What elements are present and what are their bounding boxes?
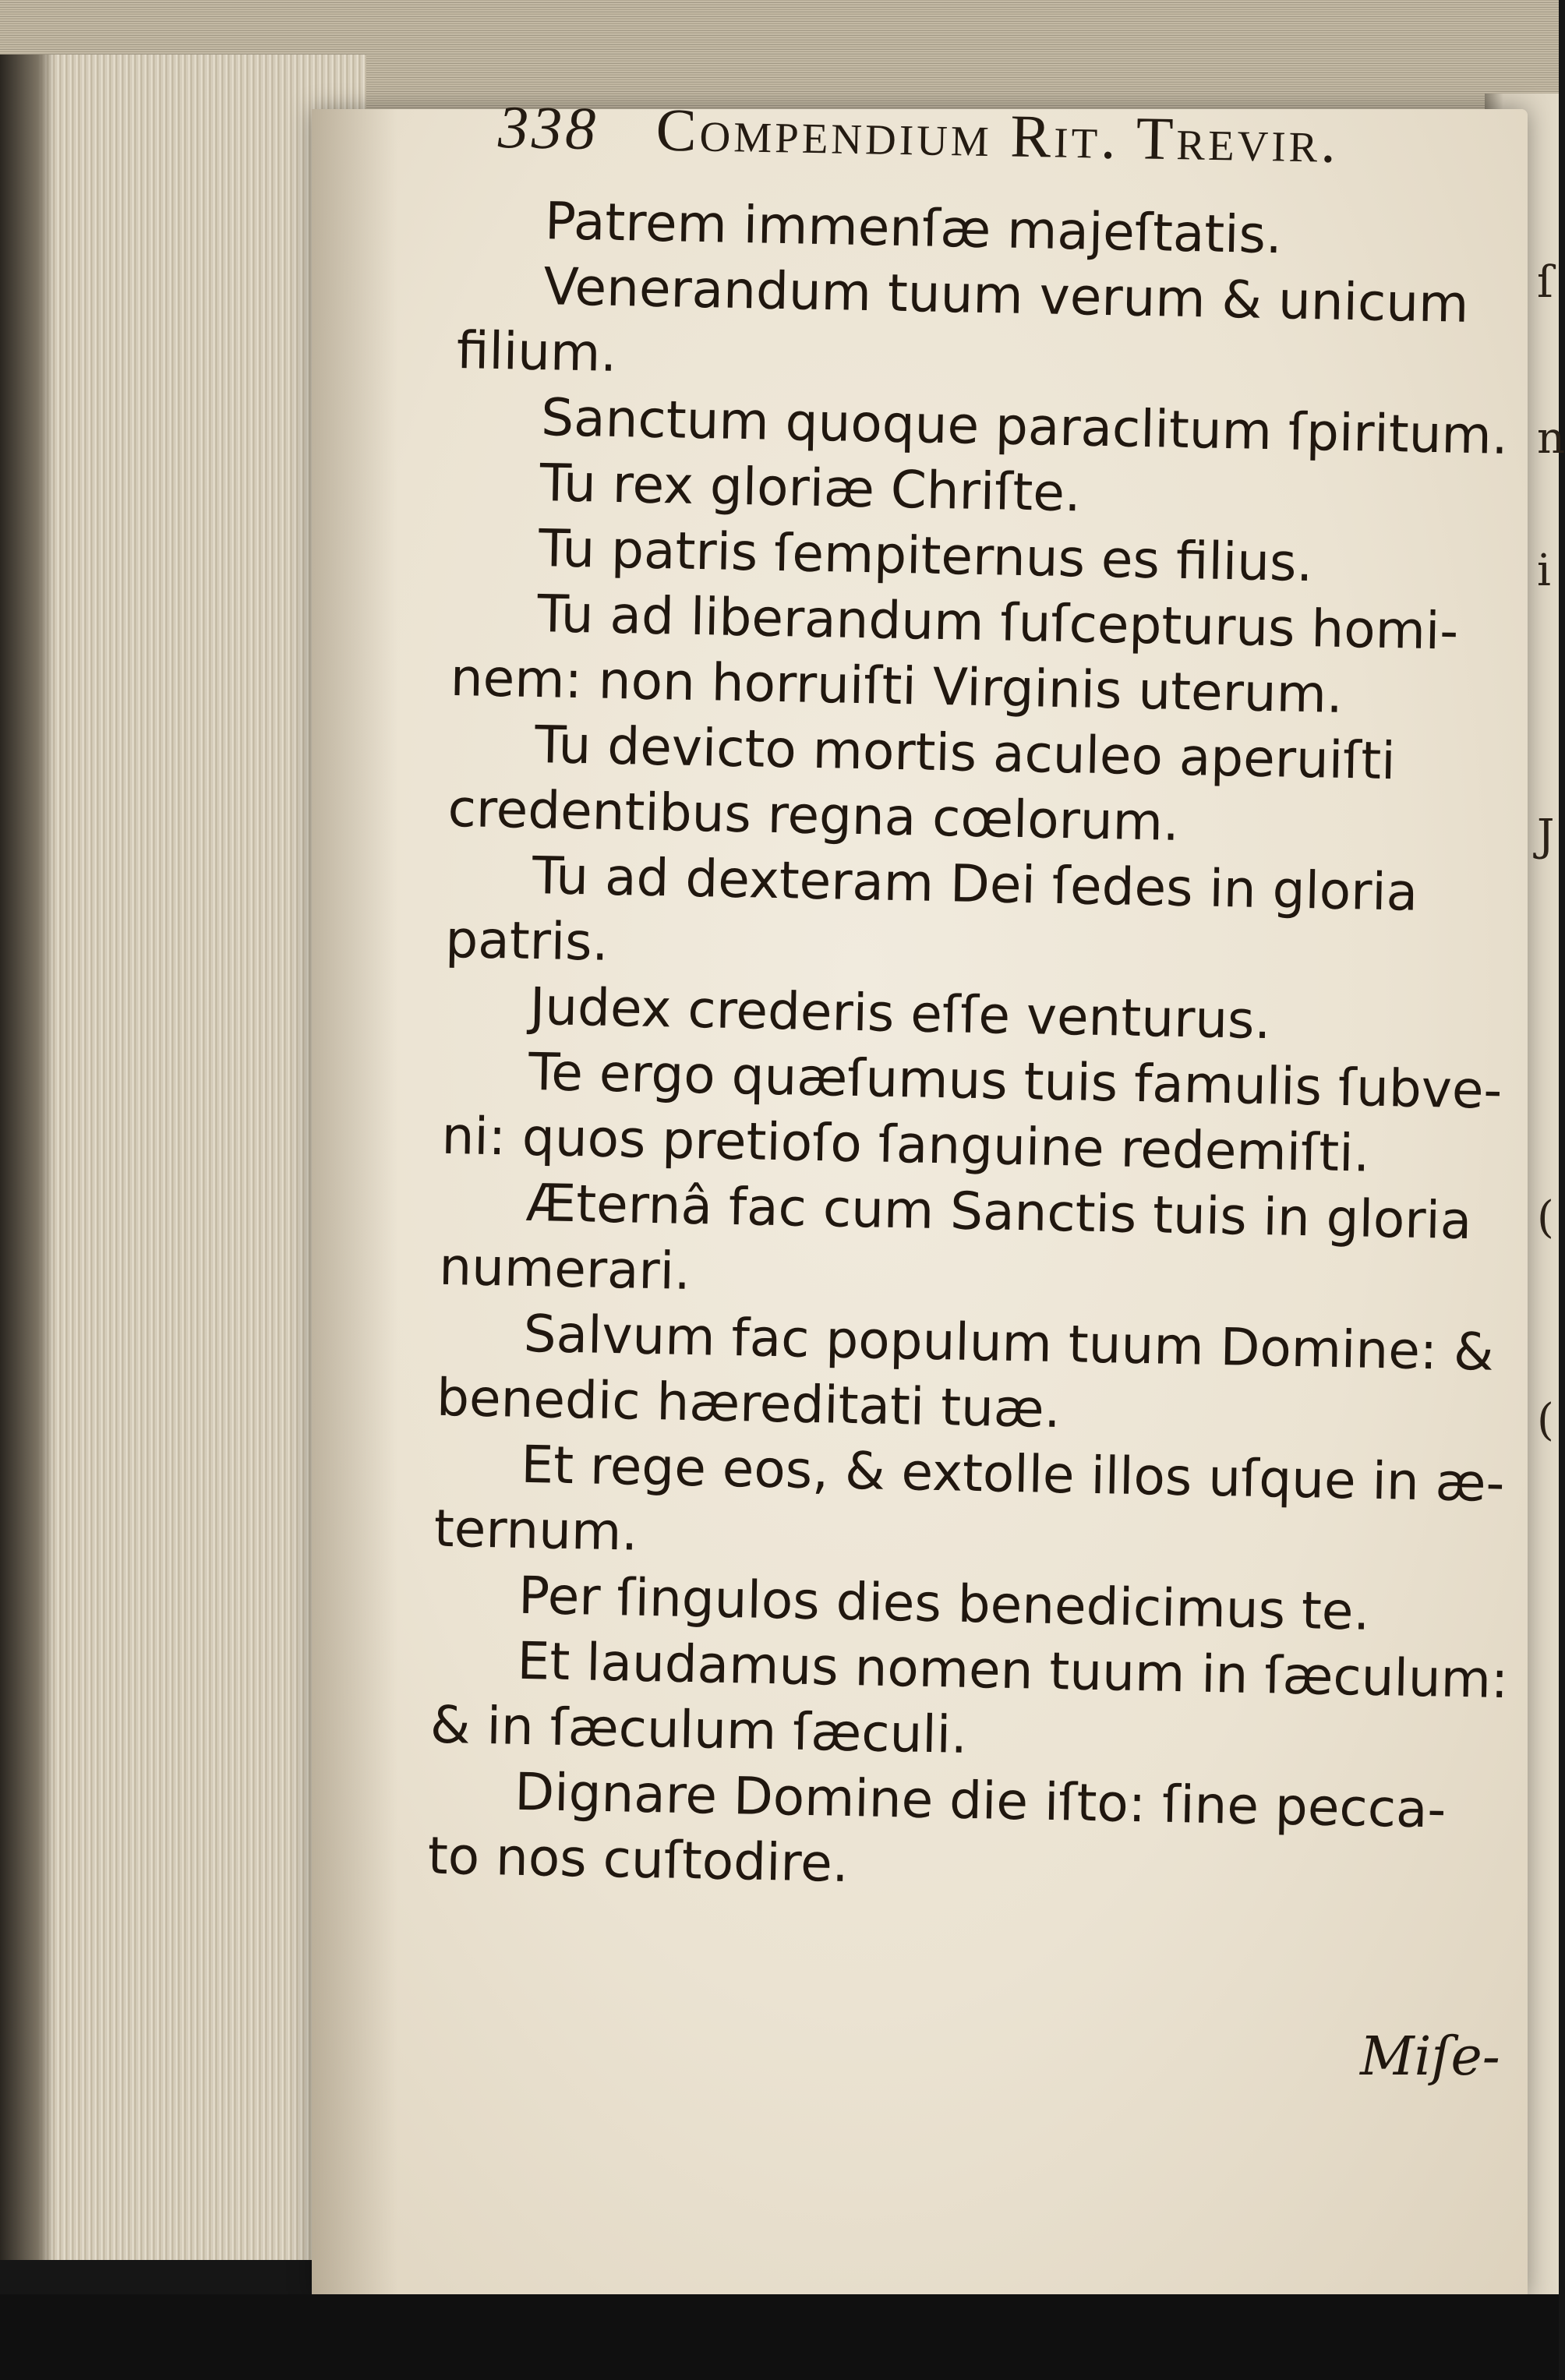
text-line: Salvum fac populum tuum Domine: &	[523, 1303, 1495, 1382]
page-gutter-shadow	[312, 109, 397, 2299]
text-line: Patrem immenſæ majeſtatis.	[544, 191, 1283, 266]
text-line: Et rege eos, & extolle illos uſque in æ-	[520, 1434, 1506, 1514]
hymn-text	[427, 187, 1509, 1909]
text-line: Æternâ fac cum Sanctis tuis in gloria	[525, 1172, 1472, 1252]
facing-page-fragment: n	[1537, 413, 1565, 464]
facing-page-fragment: J	[1537, 810, 1555, 861]
running-title: Compendium Rit. Trevir.	[655, 95, 1340, 175]
facing-page-fragment: ſ	[1537, 257, 1553, 308]
background-bottom	[0, 2294, 1559, 2380]
text-line: Tu rex gloriæ Chriſte.	[539, 453, 1082, 524]
text-line: numerari.	[438, 1236, 691, 1301]
text-line: credentibus regna cœlorum.	[447, 778, 1180, 853]
text-line: Sanctum quoque paraclitum ſpiritum.	[540, 387, 1509, 466]
text-line: Te ergo quæſumus tuis famulis ſubve-	[528, 1041, 1503, 1121]
catchword: Miſe-	[1360, 2026, 1500, 2088]
text-line: Dignare Domine die iſto: ſine pecca-	[514, 1761, 1447, 1840]
text-line: benedic hæreditati tuæ.	[436, 1367, 1062, 1440]
text-line: patris.	[444, 909, 609, 973]
text-line: ternum.	[433, 1498, 639, 1563]
text-line: filium.	[456, 320, 618, 383]
text-line: Judex crederis eſſe venturus.	[529, 976, 1272, 1051]
text-line: nem: non horruiſti Virginis uterum.	[450, 647, 1344, 725]
binding-shadow	[0, 55, 55, 2260]
text-line: to nos cuſtodire.	[427, 1825, 850, 1894]
facing-page-fragment: (	[1537, 1192, 1554, 1243]
text-line: Per ſingulos dies benedicimus te.	[518, 1565, 1371, 1642]
running-header	[497, 92, 1512, 196]
facing-page-fragment: (	[1537, 1395, 1554, 1446]
text-line: ni: quos pretioſo ſanguine redemiſti.	[440, 1105, 1371, 1184]
facing-page-fragment: i	[1537, 546, 1551, 596]
text-line: Et laudamus nomen tuum in ſæculum:	[516, 1630, 1509, 1711]
text-line: Tu patris ſempiternus es filius.	[538, 518, 1314, 594]
text-line: & in ſæculum ſæculi.	[429, 1694, 968, 1765]
text-line: Venerandum tuum verum & unicum	[542, 256, 1470, 334]
text-line: Tu devicto mortis aculeo aperuiſti	[534, 714, 1397, 792]
page-number: 338	[497, 92, 599, 163]
text-line: Tu ad liberandum ſuſcepturus homi-	[536, 584, 1459, 662]
text-line: Tu ad dexteram Dei ſedes in gloria	[532, 845, 1418, 923]
